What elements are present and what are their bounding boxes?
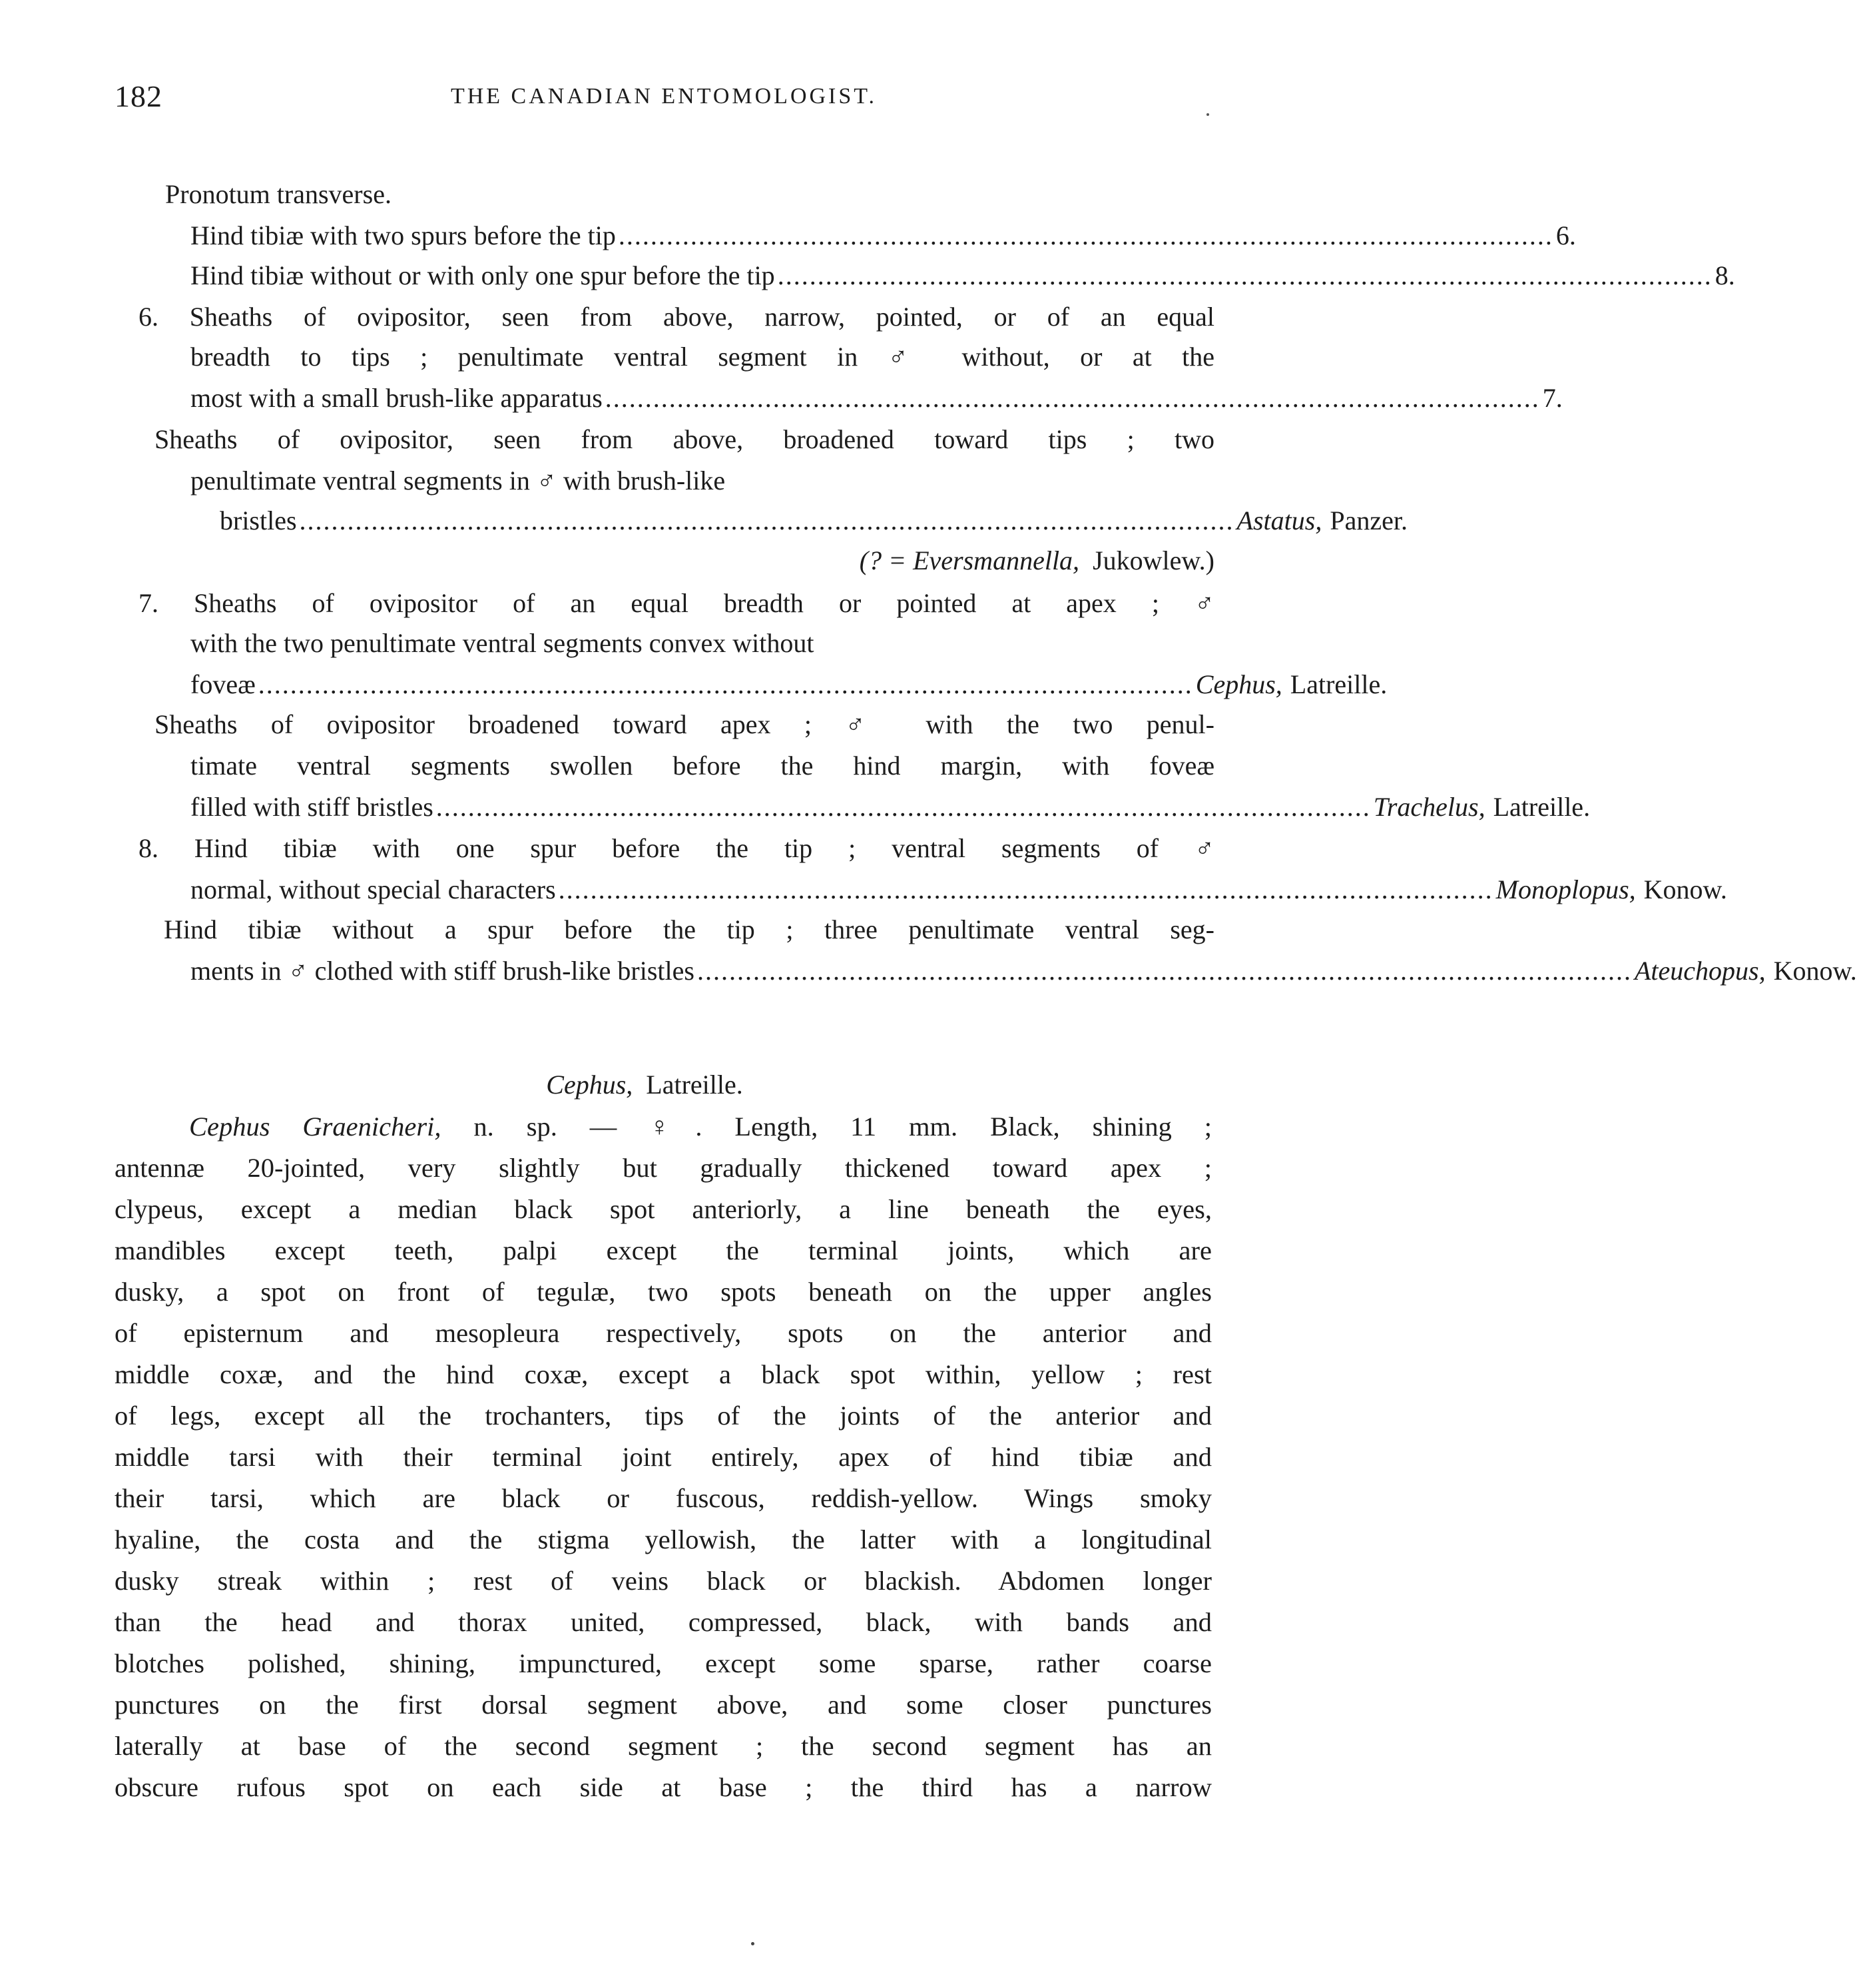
key-line-13 — [190, 669, 1388, 699]
key-line-17: 8. Hind tibiæ with one spur before the tip ; ventral segments of ♂ — [138, 833, 1214, 863]
key-line-20-text: ments in ♂ clothed with stiff brush-like bristles — [190, 956, 694, 986]
key-line-2-text: Hind tibiæ with two spurs before the tip — [190, 220, 616, 250]
leader-dots: ..................................................................................................................... — [299, 505, 1234, 535]
leader-dots: ..................................................................................................................... — [558, 874, 1493, 904]
author-konow: Konow. — [1773, 956, 1857, 986]
key-line-10 — [860, 547, 1214, 574]
key-line-19: Hind tibiæ without a spur before the tip ; three penultimate ventral seg- — [164, 914, 1214, 944]
description-line: their tarsi, which are black or fuscous, reddish-yellow. Wings smoky — [115, 1483, 1212, 1513]
description-line: laterally at base of the second segment ; the second segment has an — [115, 1731, 1212, 1761]
section-author: Latreille. — [646, 1070, 743, 1100]
description-line: middle tarsi with their terminal joint entirely, apex of hind tibiæ and — [115, 1442, 1212, 1472]
key-line-3-text: Hind tibiæ without or with only one spur before the tip — [190, 260, 775, 290]
key-line-9 — [220, 505, 1408, 535]
genus-ateuchopus: Ateuchopus, — [1634, 956, 1766, 986]
genus-cephus: Cephus, — [1195, 669, 1282, 699]
page-header — [115, 79, 1213, 119]
print-speck — [751, 1942, 754, 1945]
species-name: Cephus Graenicheri, — [189, 1112, 441, 1142]
key-line-3 — [190, 260, 1735, 290]
description-line: hyaline, the costa and the stigma yellowish, the latter with a longitudinal — [115, 1524, 1212, 1554]
key-line-18-text: normal, without special characters — [190, 874, 556, 904]
author-latreille: Latreille. — [1290, 669, 1388, 699]
section-genus: Cephus, — [546, 1070, 633, 1100]
description-line: mandibles except teeth, palpi except the terminal joints, which are — [115, 1235, 1212, 1265]
key-line-16-text: filled with stiff bristles — [190, 792, 433, 822]
synonym-eversmannella: (? = Eversmannella, — [859, 545, 1080, 575]
description-line: Cephus Graenicheri, n. sp. — ♀. Length, 11 mm. Black, shining ; — [189, 1112, 1212, 1142]
key-line-5: breadth to tips ; penultimate ventral segment in ♂ without, or at the — [190, 342, 1214, 372]
key-line-2 — [190, 220, 1576, 250]
description-line: antennæ 20-jointed, very slightly but gradually thickened toward apex ; — [115, 1153, 1212, 1183]
leader-dots: ..................................................................................................................... — [696, 956, 1632, 986]
key-line-6-text: most with a small brush-like apparatus — [190, 383, 603, 413]
key-line-6 — [190, 383, 1563, 413]
key-line-9-text: bristles — [220, 505, 297, 535]
leader-dots: ..................................................................................................................... — [435, 792, 1371, 822]
key-line-6-number: 7. — [1542, 383, 1563, 413]
section-heading — [0, 1069, 1289, 1100]
page-number: 182 — [115, 79, 162, 113]
key-line-20 — [190, 956, 1857, 986]
description-line: obscure rufous spot on each side at base ; the third has a narrow — [115, 1772, 1212, 1802]
leader-dots: ..................................................................................................................... — [258, 669, 1193, 699]
genus-trachelus: Trachelus, — [1373, 792, 1485, 822]
key-line-13-text: foveæ — [190, 669, 256, 699]
leader-dots: ..................................................................................................................... — [605, 383, 1540, 413]
key-line-2-number: 6. — [1555, 220, 1576, 250]
leader-dots: ..................................................................................................................... — [777, 260, 1713, 290]
description-line: of legs, except all the trochanters, tips of the joints of the anterior and — [115, 1401, 1212, 1431]
description-line: dusky streak within ; rest of veins black or blackish. Abdomen longer — [115, 1566, 1212, 1596]
author-panzer: Panzer. — [1330, 505, 1408, 535]
description-line: clypeus, except a median black spot anteriorly, a line beneath the eyes, — [115, 1194, 1212, 1224]
description-line: middle coxæ, and the hind coxæ, except a black spot within, yellow ; rest — [115, 1359, 1212, 1389]
print-speck — [1206, 113, 1209, 116]
leader-dots: ..................................................................................................................... — [618, 220, 1553, 250]
key-line-8: penultimate ventral segments in ♂ with brush-like — [190, 466, 726, 496]
author-latreille: Latreille. — [1493, 792, 1591, 822]
description-line: punctures on the first dorsal segment above, and some closer punctures — [115, 1690, 1212, 1720]
author-jukowlew: Jukowlew.) — [1093, 545, 1214, 575]
key-line-1: Pronotum transverse. — [165, 179, 392, 209]
author-konow: Konow. — [1643, 874, 1727, 904]
key-line-7: Sheaths of ovipositor, seen from above, broadened toward tips ; two — [154, 424, 1214, 454]
genus-astatus: Astatus, — [1236, 505, 1322, 535]
key-line-11: 7. Sheaths of ovipositor of an equal breadth or pointed at apex ; ♂ — [138, 588, 1214, 618]
description-line: than the head and thorax united, compressed, black, with bands and — [115, 1607, 1212, 1637]
key-line-3-number: 8. — [1715, 260, 1735, 290]
key-line-4: 6. Sheaths of ovipositor, seen from above, narrow, pointed, or of an equal — [138, 302, 1214, 332]
genus-monoplopus: Monoplopus, — [1495, 874, 1636, 904]
description-line: blotches polished, shining, impunctured, except some sparse, rather coarse — [115, 1648, 1212, 1678]
key-line-18 — [190, 874, 1727, 904]
key-line-14: Sheaths of ovipositor broadened toward apex ; ♂ with the two penul- — [154, 709, 1214, 739]
description-line: of episternum and mesopleura respectively, spots on the anterior and — [115, 1318, 1212, 1348]
key-line-15: timate ventral segments swollen before the hind margin, with foveæ — [190, 751, 1214, 781]
key-line-16 — [190, 792, 1591, 822]
description-line: dusky, a spot on front of tegulæ, two spots beneath on the upper angles — [115, 1277, 1212, 1307]
running-title: THE CANADIAN ENTOMOLOGIST. — [450, 84, 878, 109]
key-line-12: with the two penultimate ventral segments convex without — [190, 628, 814, 658]
